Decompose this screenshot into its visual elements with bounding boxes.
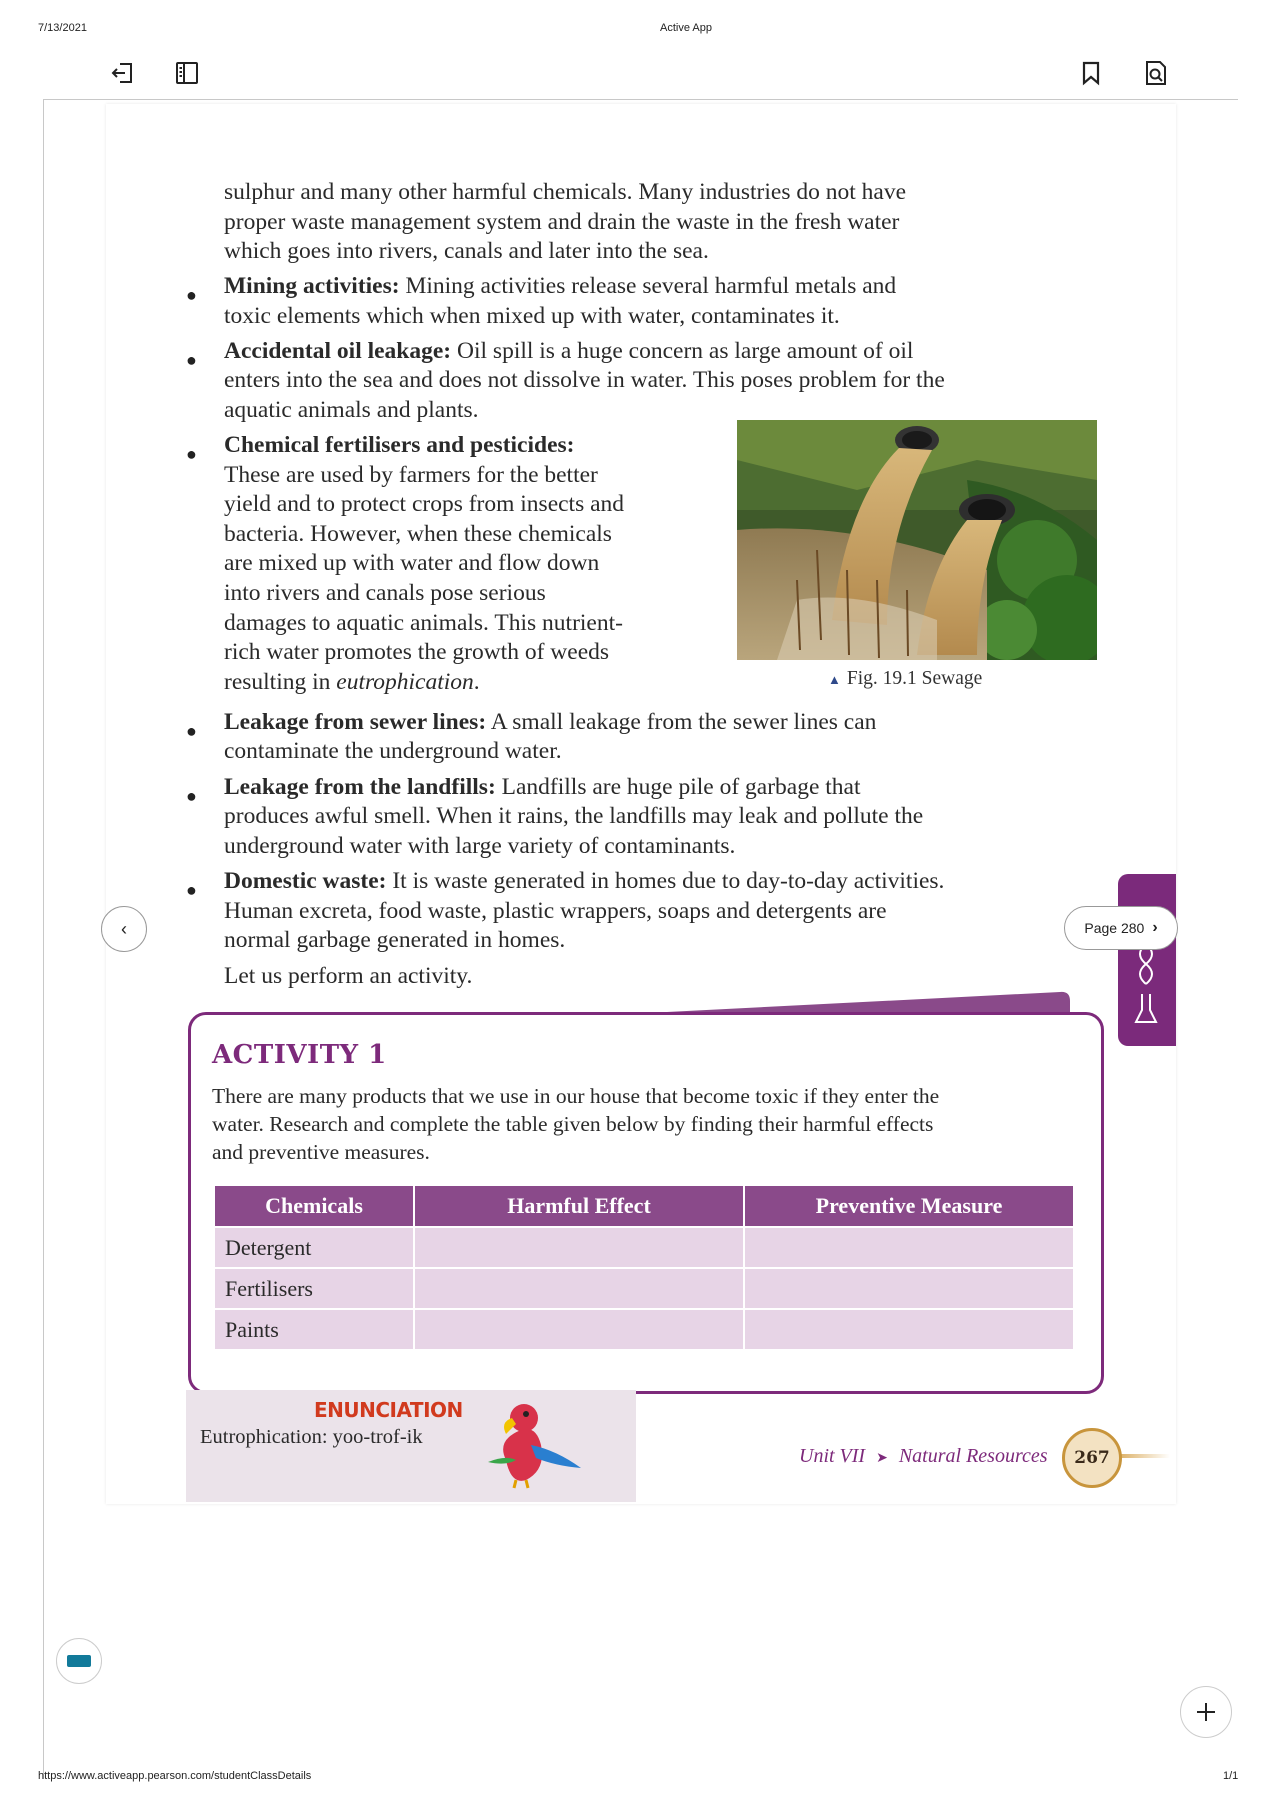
chem-heading: Chemical fertilisers and pesticides: <box>224 432 575 458</box>
activity-text-line: and preventive measures. <box>212 1140 430 1164</box>
table-header-chemicals: Chemicals <box>214 1185 414 1227</box>
footer-chapter: Natural Resources <box>898 1445 1048 1467</box>
plus-icon <box>1194 1700 1218 1724</box>
landfill-heading: Leakage from the landfills: <box>224 774 496 800</box>
bullet-icon: ● <box>186 285 197 305</box>
bullet-icon: ● <box>186 880 197 900</box>
oil-line-1 <box>224 337 913 367</box>
mining-text: Mining activities release several harmful metals and <box>399 273 897 299</box>
eutrophication-term: eutrophication <box>336 669 474 695</box>
table-header-harmful-effect: Harmful Effect <box>414 1185 744 1227</box>
text-line: proper waste management system and drain the waste in the fresh water <box>224 209 900 235</box>
oil-heading: Accidental oil leakage: <box>224 338 452 364</box>
text-line: Human excreta, food waste, plastic wrappers, soaps and detergents are <box>224 898 887 924</box>
activity-text-line: water. Research and complete the table given below by finding their harmful effects <box>212 1112 934 1136</box>
enunciation-text: Eutrophication: yoo-trof-ik <box>200 1426 423 1448</box>
panel-icon[interactable] <box>170 56 204 90</box>
caption-triangle-icon: ▲ <box>828 672 841 687</box>
sewer-text: A small leakage from the sewer lines can <box>486 709 877 735</box>
table-cell-empty <box>744 1268 1074 1309</box>
activity-text-line: There are many products that we use in our house that become toxic if they enter the <box>212 1084 940 1108</box>
mining-heading: Mining activities: <box>224 273 400 299</box>
caption-text: Fig. 19.1 Sewage <box>846 668 983 689</box>
oil-text: Oil spill is a huge concern as large amount of oil <box>451 338 914 364</box>
chem-line-8 <box>224 668 480 698</box>
table-row <box>214 1309 1074 1350</box>
table-row <box>214 1268 1074 1309</box>
table-cell-chemical: Fertilisers <box>214 1268 414 1309</box>
landfill-line-1 <box>224 773 861 803</box>
figure-caption <box>828 668 982 690</box>
domestic-text: It is waste generated in homes due to day-to-day activities. <box>386 868 945 894</box>
bullet-icon: ● <box>186 444 197 464</box>
book-footer <box>799 1445 1048 1468</box>
chem-text: resulting in <box>224 669 337 695</box>
prev-page-button[interactable]: ‹ <box>101 906 147 952</box>
chem-text-end: . <box>473 669 480 695</box>
sewer-heading: Leakage from sewer lines: <box>224 709 487 735</box>
text-line: sulphur and many other harmful chemicals. Many industries do not have <box>224 179 906 205</box>
text-line: yield and to protect crops from insects and <box>224 491 625 517</box>
activity-lead: Let us perform an activity. <box>224 963 473 989</box>
table-cell-empty <box>414 1227 744 1268</box>
book-page-number: 267 <box>1062 1428 1122 1488</box>
activity-title: ACTIVITY 1 <box>212 1040 387 1070</box>
bullet-icon: ● <box>186 721 197 741</box>
text-line: produces awful smell. When it rains, the landfills may leak and pollute the <box>224 803 924 829</box>
text-line: damages to aquatic animals. This nutrient- <box>224 610 623 636</box>
page-label: Page 280 <box>1084 920 1145 936</box>
print-url: https://www.activeapp.pearson.com/studentClassDetails <box>38 1770 312 1782</box>
parrot-icon <box>486 1400 586 1490</box>
print-page-count: 1/1 <box>1223 1770 1239 1782</box>
zoom-in-button[interactable] <box>1180 1686 1232 1738</box>
text-line: into rivers and canals pose serious <box>224 580 546 606</box>
enunciation-title: ENUNCIATION <box>314 1398 463 1422</box>
chapter-side-tab <box>1118 874 1176 1046</box>
text-line: enters into the sea and does not dissolve in water. This poses problem for the <box>224 367 945 393</box>
exit-icon[interactable] <box>106 56 140 90</box>
landfill-text: Landfills are huge pile of garbage that <box>495 774 861 800</box>
activity-table <box>213 1184 1075 1351</box>
next-page-button[interactable] <box>1064 906 1178 950</box>
enunciation-box <box>186 1390 636 1502</box>
text-line: bacteria. However, when these chemicals <box>224 521 612 547</box>
table-header-preventive-measure: Preventive Measure <box>744 1185 1074 1227</box>
footer-unit: Unit VII <box>799 1445 866 1467</box>
text-line: contaminate the underground water. <box>224 738 562 764</box>
text-line: aquatic animals and plants. <box>224 397 479 423</box>
text-line: normal garbage generated in homes. <box>224 927 566 953</box>
print-date: 7/13/2021 <box>38 22 87 34</box>
bullet-icon: ● <box>186 786 197 806</box>
table-cell-chemical: Detergent <box>214 1227 414 1268</box>
table-cell-empty <box>414 1309 744 1350</box>
bookmark-icon[interactable] <box>1074 56 1108 90</box>
print-title: Active App <box>660 22 712 34</box>
notes-toggle-button[interactable] <box>56 1638 102 1684</box>
text-line: underground water with large variety of contaminants. <box>224 833 736 859</box>
domestic-heading: Domestic waste: <box>224 868 387 894</box>
table-row <box>214 1227 1074 1268</box>
mining-line-1 <box>224 272 896 302</box>
notes-chip-icon <box>67 1655 91 1667</box>
text-line: toxic elements which when mixed up with water, contaminates it. <box>224 303 840 329</box>
text-line: These are used by farmers for the better <box>224 462 598 488</box>
table-cell-chemical: Paints <box>214 1309 414 1350</box>
text-line: are mixed up with water and flow down <box>224 550 600 576</box>
table-cell-empty <box>744 1309 1074 1350</box>
text-line: rich water promotes the growth of weeds <box>224 639 610 665</box>
frame-top-border <box>43 99 1238 100</box>
table-cell-empty <box>744 1227 1074 1268</box>
bullet-icon: ● <box>186 350 197 370</box>
frame-left-border <box>43 99 44 1779</box>
footer-chevron-icon: ➤ <box>876 1451 888 1466</box>
domestic-line-1 <box>224 867 944 897</box>
chevron-right-icon: › <box>1152 919 1158 936</box>
search-page-icon[interactable] <box>1139 56 1173 90</box>
sewer-line-1 <box>224 708 876 738</box>
table-cell-empty <box>414 1268 744 1309</box>
sewage-photo <box>737 420 1097 660</box>
text-line: which goes into rivers, canals and later into the sea. <box>224 238 709 264</box>
